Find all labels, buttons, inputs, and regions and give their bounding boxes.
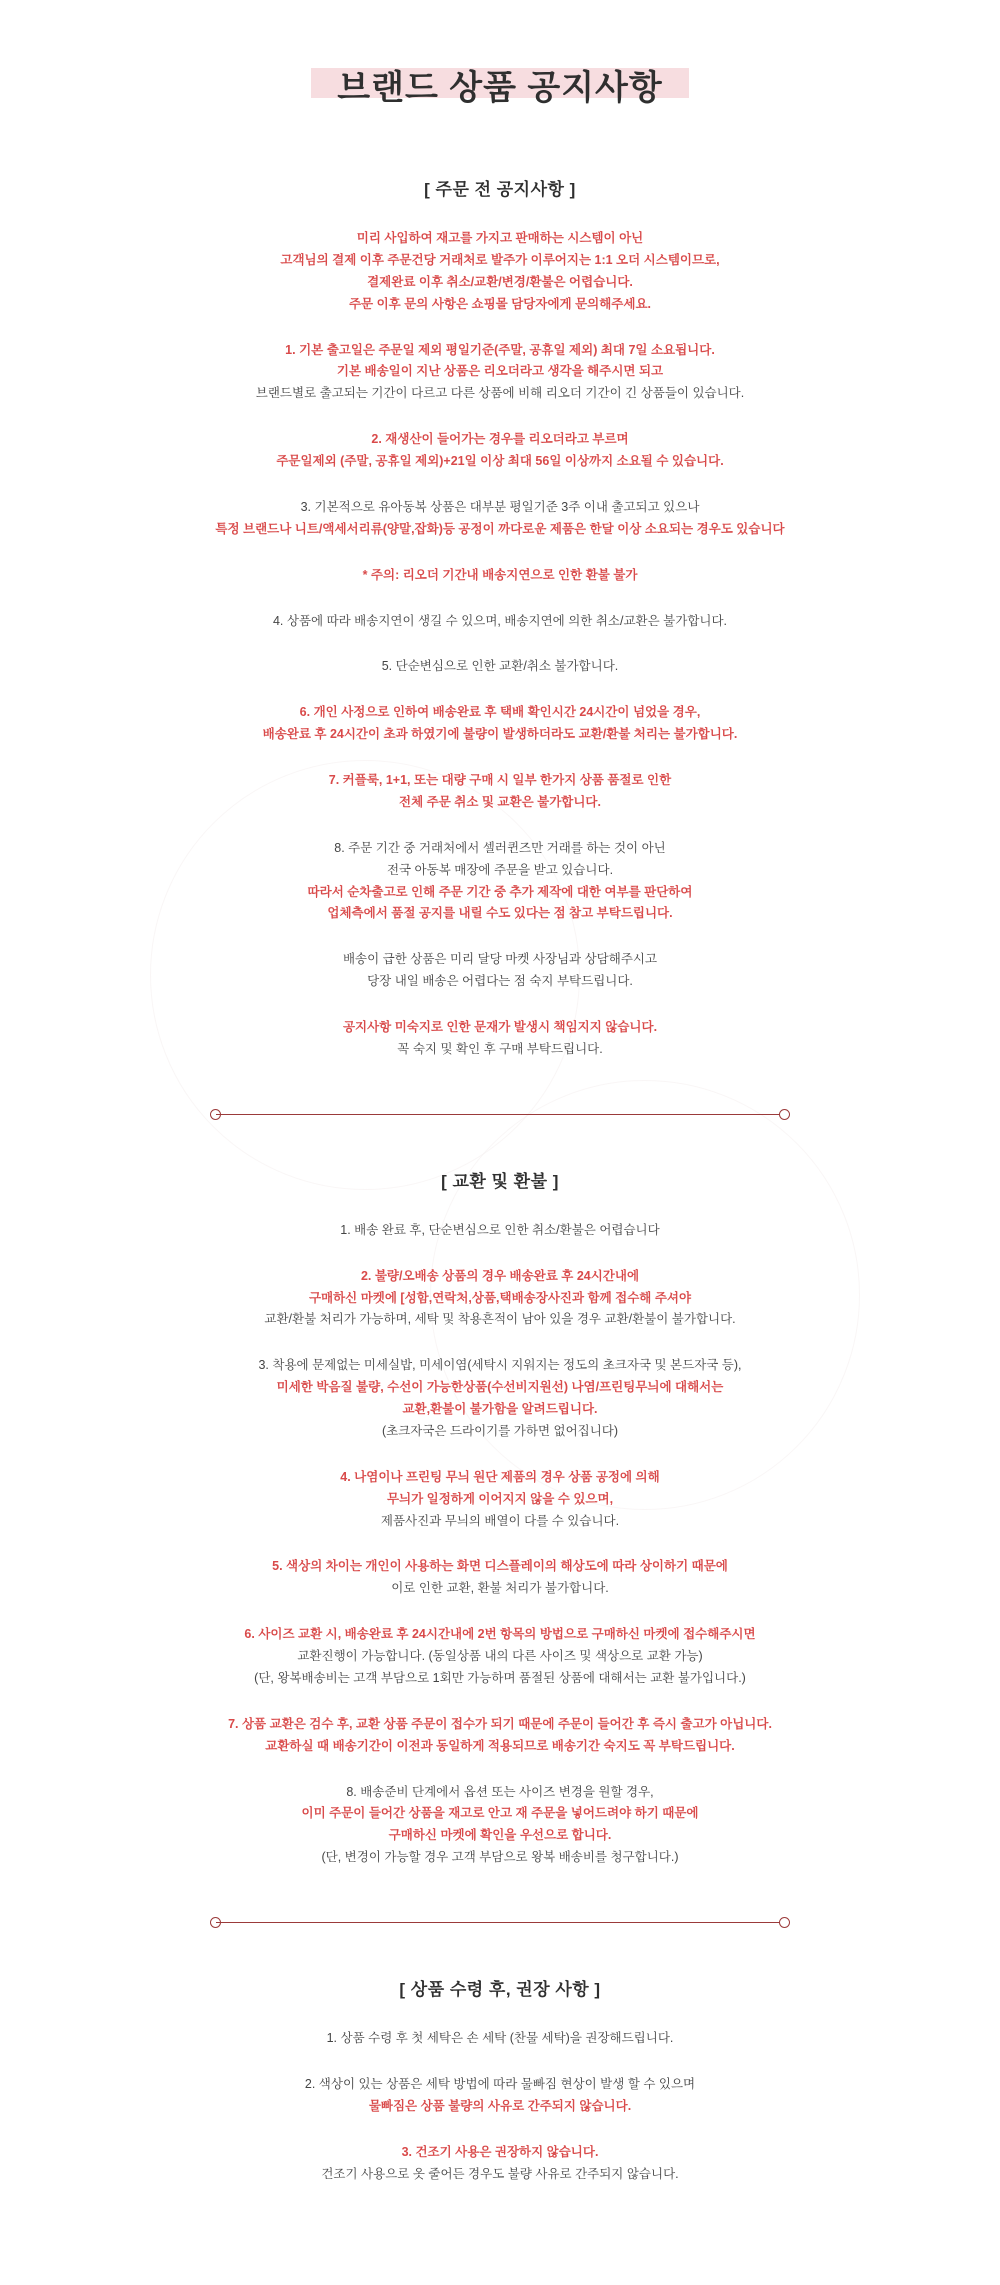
notice-paragraph xyxy=(0,1467,1000,1533)
notice-line: 5. 단순변심으로 인한 교환/취소 불가합니다. xyxy=(381,659,619,674)
notice-line: 브랜드별로 출고되는 기간이 다르고 다른 상품에 비해 리오더 기간이 긴 상품들이 있습니다. xyxy=(255,386,745,401)
notice-paragraph xyxy=(0,228,1000,316)
notice-line: 교환진행이 가능합니다. (동일상품 내의 다른 사이즈 및 색상으로 교환 가능) xyxy=(297,1649,703,1663)
notice-paragraph xyxy=(0,1714,1000,1758)
notice-line: 전체 주문 취소 및 교환은 불가합니다. xyxy=(399,794,601,809)
notice-paragraph xyxy=(0,1266,1000,1332)
sections-root xyxy=(0,175,1000,2185)
page-title-container xyxy=(0,56,1000,115)
notice-paragraph xyxy=(0,611,1000,633)
notice-line: 7. 상품 교환은 검수 후, 교환 상품 주문이 접수가 되기 때문에 주문이 들어간 후 즉시 출고가 아닙니다. xyxy=(228,1716,772,1731)
notice-section xyxy=(0,1975,1000,2185)
notice-line: 1. 상품 수령 후 첫 세탁은 손 세탁 (찬물 세탁)을 권장해드립니다. xyxy=(326,2031,674,2045)
divider-dot-right xyxy=(779,1109,790,1120)
notice-line: 주문일제외 (주말, 공휴일 제외)+21일 이상 최대 56일 이상까지 소요될 수 있습니다. xyxy=(276,454,724,468)
notice-line: (단, 왕복배송비는 고객 부담으로 1회만 가능하며 품절된 상품에 대해서는 교환 불가입니다.) xyxy=(254,1670,746,1685)
notice-line: 교환/환불 처리가 가능하며, 세탁 및 착용흔적이 남아 있을 경우 교환/환불이 불가합니다. xyxy=(264,1312,736,1327)
notice-paragraph xyxy=(0,1220,1000,1242)
notice-line: * 주의: 리오더 기간내 배송지연으로 인한 환불 불가 xyxy=(362,567,638,582)
notice-section xyxy=(0,175,1000,1061)
notice-paragraph xyxy=(0,429,1000,473)
notice-paragraph xyxy=(0,340,1000,406)
notice-paragraph xyxy=(0,1017,1000,1061)
notice-line: 당장 내일 배송은 어렵다는 점 숙지 부탁드립니다. xyxy=(367,974,633,989)
section-heading: [ 교환 및 환불 ] xyxy=(441,1171,559,1191)
notice-line: 배송이 급한 상품은 미리 달당 마켓 사장님과 상담해주시고 xyxy=(342,952,658,967)
notice-paragraph xyxy=(0,497,1000,541)
notice-line: 6. 사이즈 교환 시, 배송완료 후 24시간내에 2번 항목의 방법으로 구매하신 마켓에 접수해주시면 xyxy=(244,1627,756,1642)
notice-line: 3. 건조기 사용은 권장하지 않습니다. xyxy=(401,2144,599,2159)
notice-line: 특정 브랜드나 니트/액세서리류(양말,잡화)등 공정이 까다로운 제품은 한달 이상 소요되는 경우도 있습니다 xyxy=(215,521,785,536)
notice-line: 배송완료 후 24시간이 초과 하였기에 불량이 발생하더라도 교환/환불 처리는 불가합니다. xyxy=(262,727,738,742)
notice-line: 교환,환불이 불가함을 알려드립니다. xyxy=(402,1402,598,1416)
section-divider xyxy=(210,1917,790,1929)
notice-paragraph xyxy=(0,656,1000,678)
notice-line: (초크자국은 드라이기를 가하면 없어집니다) xyxy=(381,1423,619,1438)
notice-line: 7. 커플룩, 1+1, 또는 대량 구매 시 일부 한가지 상품 품절로 인한 xyxy=(328,773,672,787)
notice-paragraph xyxy=(0,2074,1000,2118)
notice-line: 무늬가 일정하게 이어지지 않을 수 있으며, xyxy=(386,1491,614,1506)
notice-line: 6. 개인 사정으로 인하여 배송완료 후 택배 확인시간 24시간이 넘었을 경우, xyxy=(299,705,701,720)
notice-section xyxy=(0,1167,1000,1869)
notice-line: 1. 기본 출고일은 주문일 제외 평일기준(주말, 공휴일 제외) 최대 7일 소요됩니다. xyxy=(285,342,715,357)
notice-line: 물빠짐은 상품 불량의 사유로 간주되지 않습니다. xyxy=(368,2098,632,2113)
notice-line: 3. 착용에 문제없는 미세실밥, 미세이염(세탁시 지워지는 정도의 초크자국 및 본드자국 등), xyxy=(258,1358,742,1373)
notice-line: 5. 색상의 차이는 개인이 사용하는 화면 디스플레이의 해상도에 따라 상이하기 때문에 xyxy=(272,1559,728,1574)
divider-line xyxy=(216,1922,784,1923)
page-title xyxy=(311,56,689,115)
notice-line: 고객님의 결제 이후 주문건당 거래처로 발주가 이루어지는 1:1 오더 시스템이므로, xyxy=(280,252,720,267)
notice-line: (단, 변경이 가능할 경우 고객 부담으로 왕복 배송비를 청구합니다.) xyxy=(321,1850,679,1865)
notice-line: 결제완료 이후 취소/교환/변경/환불은 어렵습니다. xyxy=(367,274,633,289)
notice-paragraph xyxy=(0,770,1000,814)
notice-paragraph xyxy=(0,702,1000,746)
notice-paragraph xyxy=(0,1782,1000,1870)
notice-line: 꼭 숙지 및 확인 후 구매 부탁드립니다. xyxy=(397,1041,603,1056)
notice-line: 업체측에서 품절 공지를 내릴 수도 있다는 점 참고 부탁드립니다. xyxy=(327,906,673,921)
notice-line: 4. 상품에 따라 배송지연이 생길 수 있으며, 배송지연에 의한 취소/교환은 불가합니다. xyxy=(272,613,728,628)
notice-line: 제품사진과 무늬의 배열이 다를 수 있습니다. xyxy=(380,1513,620,1528)
page-title-text: 브랜드 상품 공지사항 xyxy=(337,69,663,107)
notice-line: 8. 배송준비 단계에서 옵션 또는 사이즈 변경을 원할 경우, xyxy=(346,1784,654,1799)
notice-paragraph xyxy=(0,1355,1000,1443)
notice-line: 2. 불량/오배송 상품의 경우 배송완료 후 24시간내에 xyxy=(360,1268,640,1283)
notice-line: 구매하신 마켓에 [성함,연락처,상품,택배송장사진과 함께 접수해 주셔야 xyxy=(308,1290,692,1305)
section-heading: [ 상품 수령 후, 권장 사항 ] xyxy=(399,1980,601,1999)
notice-line: 공지사항 미숙지로 인한 문재가 발생시 책임지지 않습니다. xyxy=(342,1020,658,1034)
notice-line: 주문 이후 문의 사항은 쇼핑몰 담당자에게 문의해주세요. xyxy=(348,296,652,311)
notice-line: 미세한 박음질 불량, 수선이 가능한상품(수선비지원선) 나염/프린팅무늬에 대해서는 xyxy=(276,1380,724,1395)
notice-line: 2. 색상이 있는 상품은 세탁 방법에 따라 물빠짐 현상이 발생 할 수 있으며 xyxy=(304,2076,696,2091)
notice-line: 미리 사입하여 재고를 가지고 판매하는 시스템이 아닌 xyxy=(356,231,644,245)
divider-line xyxy=(216,1114,784,1115)
notice-line: 이미 주문이 들어간 상품을 재고로 안고 재 주문을 넣어드려야 하기 때문에 xyxy=(301,1806,699,1821)
notice-paragraph xyxy=(0,2028,1000,2050)
notice-line: 구매하신 마켓에 확인을 우선으로 합니다. xyxy=(388,1828,612,1843)
notice-line: 전국 아동복 매장에 주문을 받고 있습니다. xyxy=(386,862,614,877)
notice-paragraph xyxy=(0,1624,1000,1690)
notice-paragraph xyxy=(0,565,1000,587)
notice-line: 따라서 순차출고로 인해 주문 기간 중 추가 제작에 대한 여부를 판단하여 xyxy=(307,884,693,899)
section-heading: [ 주문 전 공지사항 ] xyxy=(424,180,576,199)
notice-line: 기본 배송일이 지난 상품은 리오더라고 생각을 해주시면 되고 xyxy=(336,364,664,379)
notice-line: 이로 인한 교환, 환불 처리가 불가합니다. xyxy=(391,1581,609,1596)
notice-line: 3. 기본적으로 유아동복 상품은 대부분 평일기준 3주 이내 출고되고 있으나 xyxy=(300,499,700,514)
notice-line: 8. 주문 기간 중 거래처에서 셀러퀸즈만 거래를 하는 것이 아닌 xyxy=(334,840,666,855)
divider-dot-right xyxy=(779,1917,790,1928)
notice-line: 건조기 사용으로 옷 줄어든 경우도 불량 사유로 간주되지 않습니다. xyxy=(321,2166,679,2181)
notice-paragraph xyxy=(0,1556,1000,1600)
notice-line: 1. 배송 완료 후, 단순변심으로 인한 취소/환불은 어렵습니다 xyxy=(340,1222,660,1237)
notice-line: 4. 나염이나 프린팅 무늬 원단 제품의 경우 상품 공정에 의해 xyxy=(340,1469,660,1484)
notice-paragraph xyxy=(0,949,1000,993)
notice-paragraph xyxy=(0,2142,1000,2186)
section-divider xyxy=(210,1109,790,1121)
notice-line: 교환하실 때 배송기간이 이전과 동일하게 적용되므로 배송기간 숙지도 꼭 부탁드립니다. xyxy=(265,1738,735,1753)
notice-paragraph xyxy=(0,838,1000,926)
notice-line: 2. 재생산이 들어가는 경우를 리오더라고 부르며 xyxy=(371,432,629,447)
